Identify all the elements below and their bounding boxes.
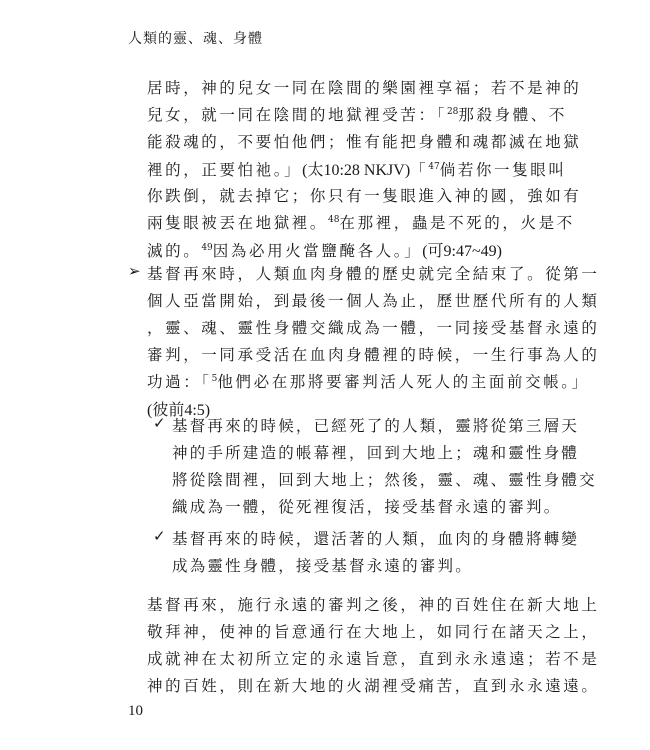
text-line: 能殺魂的，不要怕他們；惟有能把身體和魂都滅在地獄 bbox=[147, 133, 582, 151]
text-line: 居時，神的兒女一同在陰間的樂園裡享福；若不是神的 bbox=[147, 79, 582, 97]
text-line: 兩隻眼被丟在地獄裡。$^{48}$在那裡，蟲是不死的，火是不 bbox=[147, 214, 575, 232]
checkmark-icon: ✓ bbox=[153, 527, 166, 545]
text-line: 滅的。$^{49}$因為必用火當鹽醃各人。」(可9:47~49) bbox=[147, 242, 502, 260]
text-line: 將從陰間裡，回到大地上；然後，靈、魂、靈性身體交 bbox=[172, 471, 597, 489]
text-line: 基督再來的時候，還活著的人類，血肉的身體將轉變 bbox=[172, 530, 580, 548]
text-line: ，靈、魂、靈性身體交織成為一體，一同接受基督永遠的 bbox=[147, 319, 600, 337]
text-line: 基督再來，施行永遠的審判之後，神的百姓住在新大地上 bbox=[147, 596, 600, 614]
running-header: 人類的靈、魂、身體 bbox=[128, 31, 263, 47]
text-line: 敬拜神，使神的旨意通行在大地上，如同行在諸天之上， bbox=[147, 623, 600, 641]
arrow-bullet-icon: ➢ bbox=[128, 262, 141, 280]
text-line: 織成為一體，從死裡復活，接受基督永遠的審判。 bbox=[172, 498, 562, 516]
verse-reference: (可9:47~49) bbox=[422, 243, 502, 260]
verse-reference: (彼前4:5) bbox=[147, 402, 211, 419]
text-line: 你跌倒，就去掉它；你只有一隻眼進入神的國，強如有 bbox=[147, 187, 582, 205]
text-line: 神的百姓，則在新大地的火湖裡受痛苦，直到永永遠遠。 bbox=[147, 677, 600, 695]
verse-reference: (太10:28 NKJV) bbox=[302, 162, 411, 179]
text-line: 基督再來時，人類血肉身體的歷史就完全結束了。從第一 bbox=[147, 265, 600, 283]
text-line: 審判，一同承受活在血肉身體裡的時候，一生行事為人的 bbox=[147, 346, 600, 364]
text-line: 成為靈性身體，接受基督永遠的審判。 bbox=[172, 557, 473, 575]
page-number: 10 bbox=[128, 703, 143, 719]
text-line: 神的手所建造的帳幕裡，回到大地上；魂和靈性身體 bbox=[172, 444, 580, 462]
text-line: 基督再來的時候，已經死了的人類，靈將從第三層天 bbox=[172, 417, 580, 435]
text-line: 兒女，就一同在陰間的地獄裡受苦：「$^{28}$那殺身體、不 bbox=[147, 106, 568, 124]
text-line: 個人亞當開始，到最後一個人為止，歷世歷代所有的人類 bbox=[147, 292, 600, 310]
text-line: 裡的，正要怕祂。」(太10:28 NKJV)「$^{47}$倘若你一隻眼叫 bbox=[147, 161, 567, 179]
checkmark-icon: ✓ bbox=[153, 414, 166, 432]
text-line: 成就神在太初所立定的永遠旨意，直到永永遠遠；若不是 bbox=[147, 650, 600, 668]
text-line: 功過：「$^5$他們必在那將要審判活人死人的主面前交帳。」 bbox=[147, 373, 590, 391]
